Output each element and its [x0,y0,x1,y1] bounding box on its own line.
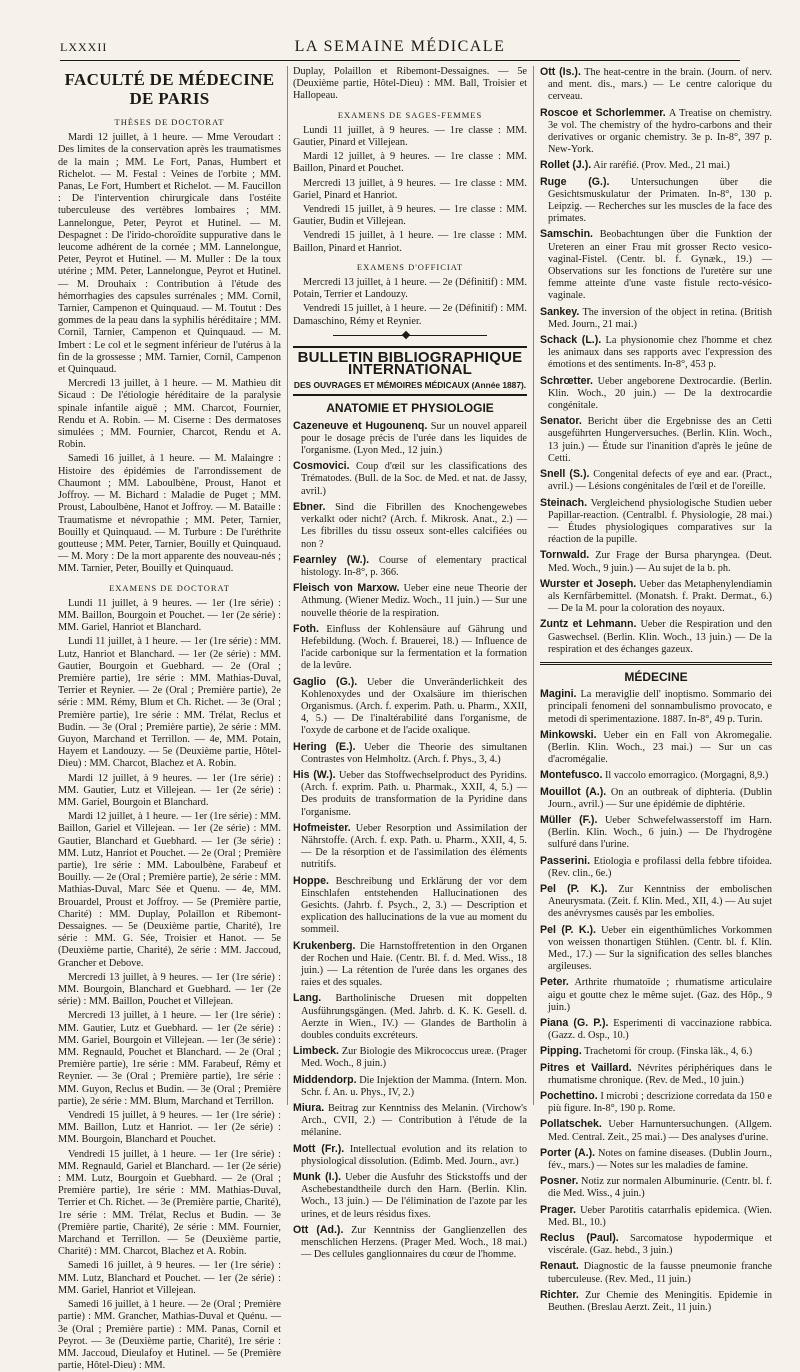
reference-entry [540,1062,772,1087]
reference-entry [540,578,772,616]
ornament-divider [293,332,527,338]
exam-paragraph: Vendredi 15 juillet, à 1 heure. — 1re classe : MM. Baillon, Pinard et Hanriot. [293,230,527,254]
reference-entry [540,814,772,852]
reference-entry [540,415,772,465]
reference-text: Coup d'œil sur les classifications des Trématodes. (Bull. de la Soc. de Med. et nat. de Jassy, avril.) [301,461,527,497]
reference-entry [293,992,527,1042]
theses-paragraph: Mardi 12 juillet, à 1 heure. — Mme Veroudart : Des limites de la conservation après les traumatismes de la main ; MM. Le Fort, Panas, Humbert et Richelot. — M. Festal : Veines de l'orbite ; MM. Panas, Le Fort, Humbert et Richelot. — M. Faucillon : De l'intervention chirurgicale dans l'ostéite tuberculeuse des vertèbres lombaires ; MM. Lannelongue, Peter, Peyrot et Hutinel. — M. Despagnet : De l'irido-choroïdite suppurative dans le leucome adhérent de la cornée ; MM. Lannelongue, Peter, Peyrot et Hutinel. — M. Muller : De la toux utérine ; MM. Peter, Lannelongue, Peyrot et Hutinel. — M. Drouhaix : Contribution à l'étude des hémorrhagies des capsules surrénales ; MM. Cornil, Tarnier, Campenon et Quinquaud. — M. Toutut : Des gommes de la peau dans la syphilis héréditaire ; MM. Cornil, Tarnier, Campenon et Quinquaud. — M. Imbert : Le col et le segment inférieur de l'utérus à la fin de la grossesse ; MM. Tarnier, Cornil, Campenon et Quinquaud. [58,132,281,376]
reference-author: Posner. [540,1175,579,1188]
reference-entry [540,306,772,331]
reference-author: Schrœtter. [540,374,593,387]
reference-author: Ebner. [293,500,326,513]
reference-entry [540,228,772,302]
reference-entry [293,822,527,872]
reference-text: La physionomie chez l'homme et chez les animaux dans ses rapports avec l'expression des émotions et des sentiments. In-8°, 453 p. [548,335,772,371]
reference-entry [293,582,527,620]
reference-text: La meraviglie dell' inoptismo. Sommario dei principali fenomeni del sonnambulismo provocato, e metodi di sperimentazione. 1887. In-8°, 49 p. Turin. [548,689,772,725]
reference-text: Notes on famine diseases. (Dublin Journ., fév., mars.) — Notes sur les maladies de famine. [548,1147,772,1172]
reference-text: Ueber die Theorie des simultanen Contrastes von Helmholtz. (Arch. f. Phys., 3, 4.) [301,741,527,765]
reference-text: Diagnostic de la fausse pneumonie franche tuberculeuse. (Rev. Med., 11 juin.) [548,1261,773,1285]
reference-text: Notiz zur normalen Albuminurie. (Centr. bl. f. die Med. Wiss., 4 juin.) [548,1176,772,1200]
exam-paragraph: Mercredi 13 juillet, à 9 heures. — 1re classe : MM. Gariel, Pinard et Hanriot. [293,177,527,201]
exam-paragraph: Vendredi 15 juillet, à 1 heure. — 1er (1re série) : MM. Regnauld, Gariel et Blanchard. — 1er (2e série) : MM. Lutz, Bourgoin et Guebhard. — 2e (Oral ; Première partie), 1re série : MM. Mathias-Duval, Terrier et Ch. Richet. — 3e (Première partie, Charité), 1re série : MM. Trélat, Reclus et Budin. — 3e (Première partie, Charité), 2e série : MM. Fournier, Marchand et Terrillon. — 5e (Deuxième partie, Charité) : MM. Charcot, Blachez et A. Robin. [58,1148,281,1258]
section-medecine: MÉDECINE [624,669,688,684]
reference-entry [540,1090,772,1115]
column-divider [287,66,288,1105]
reference-entry [540,618,772,656]
reference-author: Senator. [540,415,582,428]
reference-text: On an outbreak of diphteria. (Dublin Journ., avril.) — Sur une épidémie de diphtérie. [548,786,773,810]
exam-paragraph: Vendredi 15 juillet, à 9 heures. — 1er (1re série) : MM. Baillon, Lutz et Hanriot. — 1er (2e série) : MM. Bourgoin, Blanchard et Pouchet. [58,1110,281,1146]
reference-author: Fleisch von Marxow. [293,582,400,595]
reference-text: Zur Frage der Bursa pharyngea. (Deut. Med. Woch., 9 juin.) — Au sujet de la b. ph. [548,550,772,574]
exam-paragraph: Vendredi 15 juillet, à 9 heures. — 1re classe : MM. Gautier, Budin et Villejean. [293,204,527,228]
reference-text: Névrites périphériques dans le rhumatisme chronique. (Rev. de Med., 10 juin.) [548,1062,773,1086]
reference-text: Die Harnstoffretention in den Organen der Rochen und Haie. (Centr. Bl. f. d. Med. Wiss., 18 juin.) — La rétention de l'urée dans les organes des raies et des squales. [301,940,527,989]
reference-author: Middendorp. [293,1073,357,1086]
section-rule [540,662,772,665]
reference-author: Samschin. [540,228,593,241]
reference-entry [293,1143,527,1168]
exam-paragraph: Vendredi 15 juillet, à 1 heure. — 2e (Définitif) : MM. Damaschino, Rémy et Reynier. [293,303,527,327]
reference-text: Beitrag zur Kenntniss des Melanin. (Virchow's Arch., CVII, 2.) — Contribution à l'étude de la mélanine. [301,1103,527,1139]
reference-entry [540,1045,772,1058]
reference-entry [293,554,527,579]
reference-text: Ueber Resorption und Assimilation der Nährstoffe. (Arch. f. exp. Path. u. Pharm., XXII, 4, 5. — De la résorption et de l'assimilation des éléments nutritifs. [301,822,527,871]
reference-entry [540,468,772,493]
reference-list [540,66,772,656]
reference-entry [540,375,772,413]
exam-paragraph: Samedi 16 juillet, à 9 heures. — 1er (1re série) : MM. Lutz, Blanchard et Pouchet. — 1er (2e série) : MM. Gariel, Hanriot et Villejean. [58,1260,281,1296]
reference-entry [540,1175,772,1200]
continued-paragraph: Duplay, Polaillon et Ribemont-Dessaignes. — 5e (Deuxième partie, Hôtel-Dieu) : MM. Ball, Troisier et Hallopeau. [293,66,527,102]
reference-author: Ruge (G.). [540,175,610,188]
reference-text: Arthrite rhumatoïde ; rhumatisme articulaire aigu et goutte chez le même sujet. (Gaz. des Hôp., 9 juin.) [548,977,772,1013]
reference-entry [540,159,772,172]
reference-author: Tornwald. [540,549,590,562]
reference-entry [540,855,772,880]
reference-author: Reclus (Paul). [540,1232,619,1245]
header-rule [60,60,740,61]
reference-entry [293,676,527,738]
journal-title: LA SEMAINE MÉDICALE [294,38,506,55]
reference-author: Cazeneuve et Hugounenq. [293,419,428,432]
reference-author: Pipping. [540,1045,582,1058]
column-divider [533,66,534,1105]
reference-text: A Treatise on chemistry. 3e vol. The chemistry of the hydro-carbons and their derivatives or organic chemistry. 3e p. In-8°, 397 p. New-York. [548,107,772,156]
bulletin-title: BULLETIN BIBLIOGRAPHIQUE INTERNATIONAL [297,348,523,379]
reference-entry [540,549,772,574]
reference-entry [293,1171,527,1221]
reference-author: Mouillot (A.). [540,785,607,798]
exam-paragraph: Mardi 12 juillet, à 9 heures. — 1re classe : MM. Baillon, Pinard et Pouchet. [293,151,527,175]
reference-author: Minkowski. [540,728,597,741]
reference-text: Sarcomatose hypodermique et viscérale. (Gaz. hebd., 3 juin.) [548,1233,772,1257]
reference-entry [293,420,527,458]
reference-entry [540,883,772,921]
page-header [0,38,800,62]
bulletin-header [293,346,527,397]
reference-entry [540,176,772,226]
reference-author: Mott (Fr.). [293,1142,345,1155]
reference-author: Montefusco. [540,769,603,782]
reference-entry [540,769,772,782]
reference-author: Müller (F.). [540,813,598,826]
page-number: LXXXII [60,40,108,54]
reference-text: Ueber die Respiration und den Gaswechsel. (Berlin. Klin. Woch., 13 juin.) — De la respiration et des échanges gazeux. [548,619,772,655]
exam-paragraph: Mercredi 13 juillet, à 1 heure. — 1er (1re série) : MM. Gautier, Lutz et Guebhard. — 1er (2e série) : MM. Gariel, Bourgoin et Villejean. — 1er (3e série) : MM. Regnauld, Pouchet et Blanchard. — 2e (Oral ; Première partie), 1re série : MM. Farabeuf, Rémy et Reynier. — 3e (Oral ; Première partie), 1re série : MM. Guyon, Reclus et Budin. — 3e (Oral ; Première partie), 2e série : MM. Blum, Marchand et Terrillon. [58,1010,281,1107]
reference-author: Rollet (J.). [540,159,592,172]
reference-entry [540,1147,772,1172]
reference-author: Limbeck. [293,1045,339,1058]
reference-text: Ueber Harnuntersuchungen. (Allgem. Med. Central. Zeit., 25 mai.) — Des analyses d'urine. [548,1119,772,1143]
column-2 [293,66,528,1261]
reference-text: Untersuchungen über die Gesichtsmuskulatur der Primaten. In-8°, 130 p. Leipzig. — Recherches sur les muscles de la face des primates. [548,176,772,225]
reference-text: Zur Chemie des Meningitis. Epidemie in Beuthen. (Breslau Aerzt. Zeit., 11 juin.) [548,1289,772,1314]
reference-text: Ueber das Metaphenylendiamin als Kernfärbemittel. (Monatsh. f. Prakt. Dermat., 6.) — De la M. pour la coloration des noyaux. [548,578,772,615]
reference-entry [540,1260,772,1285]
reference-entry [540,1289,772,1314]
reference-entry [293,875,527,937]
reference-text: Ueber das Stoffwechselproduct des Pyridins. (Arch. f. exprim. Path. u. Pharmak., XXII, 4, 5.) — Des produits de transformation de la Pyridine dans l'organisme. [301,769,527,818]
reference-entry [293,741,527,766]
reference-entry [540,1118,772,1143]
reference-list [540,688,772,1314]
reference-author: Prager. [540,1203,576,1216]
reference-author: Schack (L.). [540,334,602,347]
reference-text: Zur Biologie des Mikrococcus ureæ. (Prager Med. Woch., 8 juin.) [301,1046,527,1070]
bulletin-subtitle: DES OUVRAGES ET MÉMOIRES MÉDICAUX (Année 1887). [293,380,527,391]
reference-author: Zuntz et Lehmann. [540,618,637,631]
reference-author: Pel (P. K.). [540,923,596,936]
reference-entry [540,924,772,974]
section-heading-officiat: EXAMENS D'OFFICIAT [356,261,464,272]
reference-entry [293,1224,527,1262]
reference-author: Foth. [293,622,319,635]
reference-author: Munk (I.). [293,1171,342,1184]
reference-text: Intellectual evolution and its relation to physiological dissolution. (Edimb. Med. Journ., avr.) [301,1143,528,1167]
reference-author: Pollatschek. [540,1118,602,1131]
reference-author: Ott (Is.). [540,66,581,78]
reference-author: Hofmeister. [293,821,351,834]
reference-text: Die Injektion der Mamma. (Intern. Mon. Schr. f. An. u. Phys., IV, 2.) [301,1074,527,1098]
reference-text: I microbi ; descrizione corredata da 150 e più figure. In-8°, 190 p. Rome. [548,1091,772,1115]
reference-text: Congenital defects of eye and ear. (Pract., avril.) — Lésions congénitales de l'œil et de l'oreille. [548,469,772,493]
reference-author: Roscoe et Schorlemmer. [540,106,666,119]
reference-author: Porter (A.). [540,1146,596,1159]
reference-text: Ueber eine neue Theorie der Athmung. (Wiener Mediz. Woch., 11 juin.) — Sur une nouvelle théorie de la respiration. [301,583,527,619]
exam-paragraph: Mercredi 13 juillet, à 9 heures. — 1er (1re série) : MM. Bourgoin, Blanchard et Guebhard. — 1er (2e série) : MM. Baillon, Pouchet et Villejean. [58,971,281,1008]
reference-text: Bartholinische Druesen mit doppelten Ausführungsgängen. (Med. Jahrb. d. K. K. Gesell. d. Aerzte in Wien., IV.) — Glandes de Bartholin à doubles conduits excréteurs. [301,993,527,1042]
reference-entry [540,107,772,157]
column-3 [540,66,773,1314]
reference-entry [293,769,527,819]
reference-entry [293,940,527,990]
reference-text: Zur Kenntniss der embolischen Aneurysmata. (Zeit. f. Klin. Med., XII, 4.) — Au sujet des anévrysmes causés par les embolies. [548,883,772,920]
reference-entry [540,786,772,811]
reference-text: Ueber die Unveränderlichkeit des Kohlenoxydes und der Oxalsäure im thierischen Organismus. (Arch. f. experim. Path. u. Pharm., XXII, 4, 5.) — De l'inaltérabilité dans l'organisme, de l'oxyde de carbone et de l'acide oxalique. [301,676,527,737]
reference-entry [293,1102,527,1140]
reference-text: Course of elementary practical histology. In-8°, p. 366. [301,554,528,578]
reference-author: Lang. [293,992,322,1005]
reference-author: Fearnley (W.). [293,553,370,566]
reference-text: Ueber die Ausfuhr des Stickstoffs und der Aschebestandtheile durch den Harn. (Berlin. Klin. Woch., 13 juin.) — De l'élimination de l'azote par les urines, et de leurs résidus fixes. [301,1172,527,1220]
reference-entry [540,1017,772,1042]
reference-author: Krukenberg. [293,939,356,952]
reference-entry [540,1232,772,1257]
reference-entry [293,501,527,551]
faculty-heading: FACULTÉ DE MÉDECINE DE PARIS [64,70,275,108]
reference-entry [540,66,772,104]
reference-author: Miura. [293,1102,325,1115]
reference-text: Ueber angeborene Dextrocardie. (Berlin. Klin. Woch., 20 juin.) — De la dextrocardie congénitale. [548,375,772,412]
reference-entry [540,729,772,767]
reference-author: Pel (P. K.). [540,882,608,895]
reference-author: Snell (S.). [540,468,590,481]
exam-paragraph: Lundi 11 juillet, à 1 heure. — 1er (1re série) : MM. Lutz, Hanriot et Blanchard. — 1er (2e série) : MM. Gautier, Bourgoin et Guebhard. — 2e (Oral ; Première partie), 1re série : MM. Mathias-Duval, Terrier et Reynier. — 2e (Oral ; Première partie), 2e série : MM. Rémy, Blum et Ch. Richet. — 3e (Oral ; Première partie), 1re série : MM. Trélat, Reclus et Budin. — 3e (Oral ; Première partie), 2e série : MM. Guyon, Marchand et Terrillon. — 4e, MM. Potain, Hayem et Landouzy. — 5e (Deuxième partie, Hôtel-Dieu) : MM. Charcot, Blachez et A. Robin. [58,636,281,770]
reference-author: Wurster et Joseph. [540,577,637,590]
reference-list [293,420,527,1262]
reference-author: Gaglio (G.). [293,675,358,688]
reference-author: Steinach. [540,496,588,509]
reference-text: Ueber Parotitis catarrhalis epidemica. (Wien. Med. Bl., 10.) [548,1204,772,1228]
section-heading-sages-femmes: EXAMENS DE SAGES-FEMMES [337,109,483,120]
exam-paragraph: Lundi 11 juillet, à 9 heures. — 1re classe : MM. Gautier, Pinard et Villejean. [293,124,527,149]
reference-author: His (W.). [293,768,336,781]
reference-text: Air raréfié. (Prov. Med., 21 mai.) [593,160,730,172]
reference-author: Pochettino. [540,1090,598,1103]
reference-entry [540,334,772,372]
reference-author: Pitres et Vaillard. [540,1061,632,1074]
reference-text: Bericht über die Ergebnisse des an Cetti ausgeführten Hungerversuches. (Berlin. Klin. Woch., 13 juin.) — Étude sur l'inanition d'après le jeûne de Cetti. [548,416,772,464]
reference-text: Ueber ein eigenthümliches Vorkommen von weissen thonartigen Stühlen. (Centr. bl. f. Klin. Med., 17.) — Sur la signification des selles blanches argileuses. [548,924,772,973]
reference-text: Trachetomi för croup. (Finska läk., 4, 6.) [584,1046,753,1058]
reference-author: Richter. [540,1288,579,1301]
reference-entry [293,623,527,673]
reference-author: Passerini. [540,854,591,867]
reference-entry [540,497,772,547]
reference-author: Magini. [540,688,577,701]
reference-author: Sankey. [540,305,580,318]
reference-entry [540,976,772,1014]
column-1 [58,66,281,1372]
reference-author: Hering (E.). [293,740,356,753]
reference-author: Renaut. [540,1260,579,1273]
reference-text: Ueber Schwefelwasserstoff im Harn. (Berlin. Klin. Woch., 6 juin.) — De l'hydrogène sulfuré dans l'urine. [548,814,772,851]
reference-entry [540,688,772,726]
reference-entry [293,1074,527,1099]
reference-author: Piana (G. P.). [540,1017,609,1030]
exam-paragraph: Lundi 11 juillet, à 9 heures. — 1er (1re série) : MM. Baillon, Bourgoin et Pouchet. — 1er (2e série) : MM. Gariel, Hanriot et Blanchard. [58,597,281,634]
reference-entry [540,1204,772,1229]
reference-author: Hoppe. [293,874,329,887]
theses-paragraph: Mercredi 13 juillet, à 1 heure. — M. Mathieu dit Sicaud : De l'étiologie héréditaire de la paralysie spinale infantile aiguë ; MM. Charcot, Fournier, Rendu et A. Robin. — M. Ciserne : Des dermatoses simulées ; MM. Fournier, Charcot, Rendu et A. Robin. [58,378,281,451]
theses-paragraph: Samedi 16 juillet, à 1 heure. — M. Malaingre : Histoire des épidémies de l'arrondissement de Chaumont ; MM. Laboulbène, Proust, Hanot et Joffroy. — M. Bichard : Maladie de Puget ; MM. Proust, Laboulbène, Hanot et Joffroy. — M. Bataille : Traumatisme et névropathie ; MM. Peter, Tarnier, Bouilly et Quinquaud. — M. Turbure : De l'uréthrite goutteuse ; MM. Peter, Tarnier, Bouilly et Quinquaud. — M. Mory : De la mort apparente des nouveau-nés ; MM. Tarnier, Peter, Bouilly et Quinquaud. [58,453,281,575]
reference-author: Peter. [540,976,569,989]
reference-text: Sind die Fibrillen des Knochengewebes verkalkt oder nicht? (Arch. f. Mikrosk. Anat., 2.) — Les fibrilles du tissu osseux sont-elles calcifiées ou non ? [301,501,527,550]
section-anatomie: ANATOMIE ET PHYSIOLOGIE [326,401,494,416]
reference-text: Ueber ein en Fall von Akromegalie. (Berlin. Klin. Woch., 23 mai.) — Sur un cas d'acromégalie. [548,729,773,766]
reference-text: Einfluss der Kohlensäure auf Gährung und Hefebildung. (Woch. f. Brauerei, 18.) — Influence de l'acide carbonique sur la fermentation et la formation de la levûre. [301,623,528,672]
reference-text: Vergleichend physiologische Studien ueber Papillar-reaction. (Centralbl. f. Physiologie, 28 mai.) — Études physiologiques comparatives sur la réaction de la pupille. [548,497,773,546]
reference-entry [293,1045,527,1070]
reference-text: Beobachtungen über die Funktion der Ureteren an einer Frau mit grosser Recto vesico-vaginal-Fistel. (Centr. bl. f. Gynæk., 19.) — Observations sur les fonctions de l'uretère sur une femme atteinte d'une vaste fistule recto-vésico-vaginale. [548,229,772,302]
exam-paragraph: Mercredi 13 juillet, à 1 heure. — 2e (Définitif) : MM. Potain, Terrier et Landouzy. [293,277,527,301]
section-heading-exams: EXAMENS DE DOCTORAT [109,582,230,593]
reference-text: The inversion of the object in retina. (British Med. Journ., 21 mai.) [548,306,773,330]
reference-text: Zur Kenntniss der Ganglienzellen des menschlichen Herzens. (Prager Med. Woch., 18 mai.) — Des cellules ganglionnaires du cœur de l'homme. [301,1224,527,1261]
section-heading-theses: THÈSES DE DOCTORAT [114,117,225,127]
exam-paragraph: Mardi 12 juillet, à 9 heures. — 1er (1re série) : MM. Gautier, Lutz et Villejean. — 1er (2e série) : MM. Gariel, Bourgoin et Blanchard. [58,772,281,808]
reference-text: The heat-centre in the brain. (Journ. of nerv. and ment. dis., mars.) — Le centre calorique du cerveau. [548,67,772,103]
reference-entry [293,460,527,498]
exam-paragraph: Samedi 16 juillet, à 1 heure. — 2e (Oral ; Première partie) : MM. Grancher, Mathias-Duval et Quénu. — 3e (Oral ; Première partie) : MM. Panas, Cornil et Peyrot. — 3e (Deuxième partie, Charité), 1re série : MM. Jaccoud, Dieulafoy et Hutinel. — 5e (Première partie, Hôtel-Dieu) : MM. [58,1299,281,1372]
reference-text: Sur un nouvel appareil pour le dosage précis de l'urée dans les liquides de l'organisme. (Lyon Med., 12 juin.) [301,420,528,457]
reference-text: Esperimenti di vaccinazione rabbica. (Gazz. d. Osp., 10.) [548,1018,772,1042]
reference-author: Ott (Ad.). [293,1223,344,1236]
reference-author: Cosmovici. [293,460,350,473]
reference-text: Etiologia e profilassi della febbre tifoidea. (Rev. clin., 6e.) [548,855,772,879]
exam-paragraph: Mardi 12 juillet, à 1 heure. — 1er (1re série) : MM. Baillon, Gariel et Villejean. — 1er (2e série) : MM. Gautier, Blanchard et Guebhard. — 1er (3e série) : MM. Lutz, Hanriot et Pouchet. — 2e (Oral ; Première partie), 1re série : MM. Laboulbène, Farabeuf et Bouilly. — 2e (Oral ; Première partie), 2e série : MM. Mathias-Duval, Marc Sée et Quenu. — 4e, MM. Brouardel, Proust et Joffroy. — 5e (Première partie, Charité) : MM. Duplay, Polaillon et Ribemont-Dessaignes. — 5e (Deuxième partie, Charité), 1re série : MM. G. Sée, Troisier et Hanot. — 5e (Deuxième partie, Charité), 2e série : MM. Jaccoud, Grancher et Debove. [58,811,281,969]
reference-text: Beschreibung und Erklärung der vor dem Einschlafen entstehenden Hallucinationen des Gesichts. (Jahrb. f. Psych., 2, 3.) — Description et explication des hallucinations de la vue au moment du sommeil. [301,875,527,936]
reference-text: Il vaccolo emorragico. (Morgagni, 8,9.) [604,770,769,782]
